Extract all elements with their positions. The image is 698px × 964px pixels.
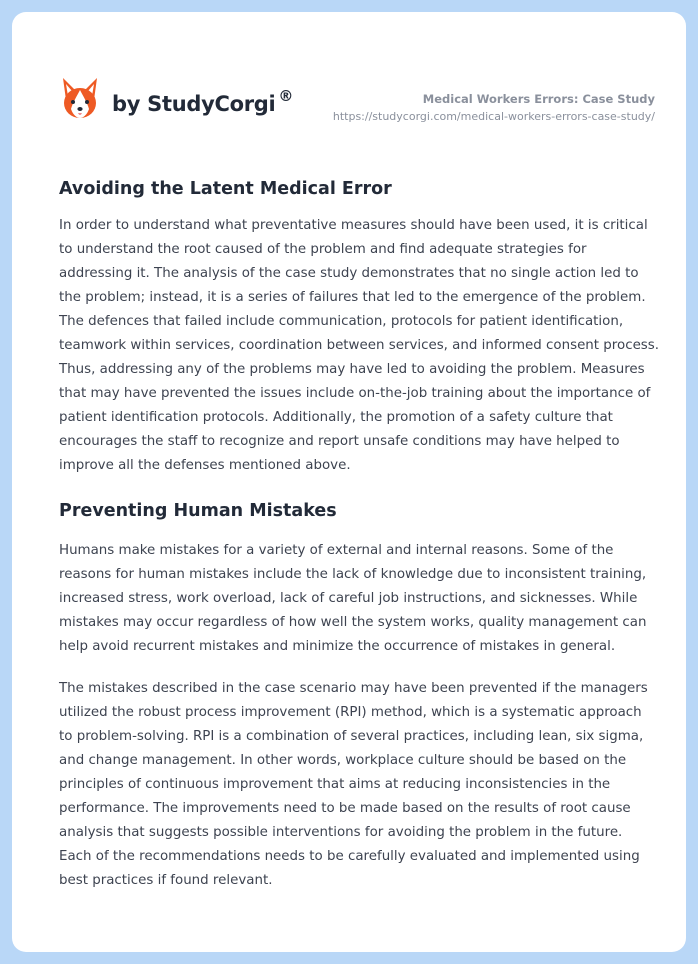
source-title: Medical Workers Errors: Case Study <box>422 92 655 106</box>
paragraph: In order to understand what preventative measures should have been used, it is critical to understand the root caused of the problem and find adequate strategies for addressing it. The analysis of the case study demonstrates that no single action led to the problem; instead, it is a series of failures that led to the emergence of the problem. The defences that failed include communication, protocols for patient identification, teamwork within services, coordination between services, and informed consent process. Thus, addressing any of the problems may have led to avoiding the problem. Measures that may have prevented the issues include on-the-job training about the importance of patient identification protocols. Additionally, the promotion of a safety culture that encourages the staff to recognize and report unsafe conditions may have helped to improve all the defenses mentioned above. <box>59 218 660 473</box>
studycorgi-logo[interactable] <box>60 76 293 120</box>
section-heading: Preventing Human Mistakes <box>59 501 337 521</box>
paragraph: The mistakes described in the case scenario may have been prevented if the managers utilized the robust process improvement (RPI) method, which is a systematic approach to problem-solving. RPI is a combination of several practices, including lean, six sigma, and change management. In other words, workplace culture should be based on the principles of continuous improvement that aims at reducing inconsistencies in the performance. The improvements need to be made based on the results of root cause analysis that suggests possible interventions for avoiding the problem in the future. Each of the recommendations needs to be carefully evaluated and implemented using best practices if found relevant. <box>59 681 648 888</box>
page-header <box>12 12 686 132</box>
article-body <box>59 172 659 893</box>
registered-mark: ® <box>278 86 294 105</box>
source-info <box>333 92 655 123</box>
section-heading: Avoiding the Latent Medical Error <box>59 179 392 199</box>
corgi-icon <box>60 76 100 120</box>
source-url[interactable]: https://studycorgi.com/medical-workers-errors-case-study/ <box>332 110 655 123</box>
logo-text: by StudyCorgi ® <box>112 86 294 116</box>
paragraph: Humans make mistakes for a variety of external and internal reasons. Some of the reasons for human mistakes include the lack of knowledge due to inconsistent training, increased stress, work overload, lack of careful job instructions, and sicknesses. While mistakes may occur regardless of how well the system works, quality management can help avoid recurrent mistakes and minimize the occurrence of mistakes in general. <box>59 543 647 654</box>
document-card <box>12 12 686 952</box>
